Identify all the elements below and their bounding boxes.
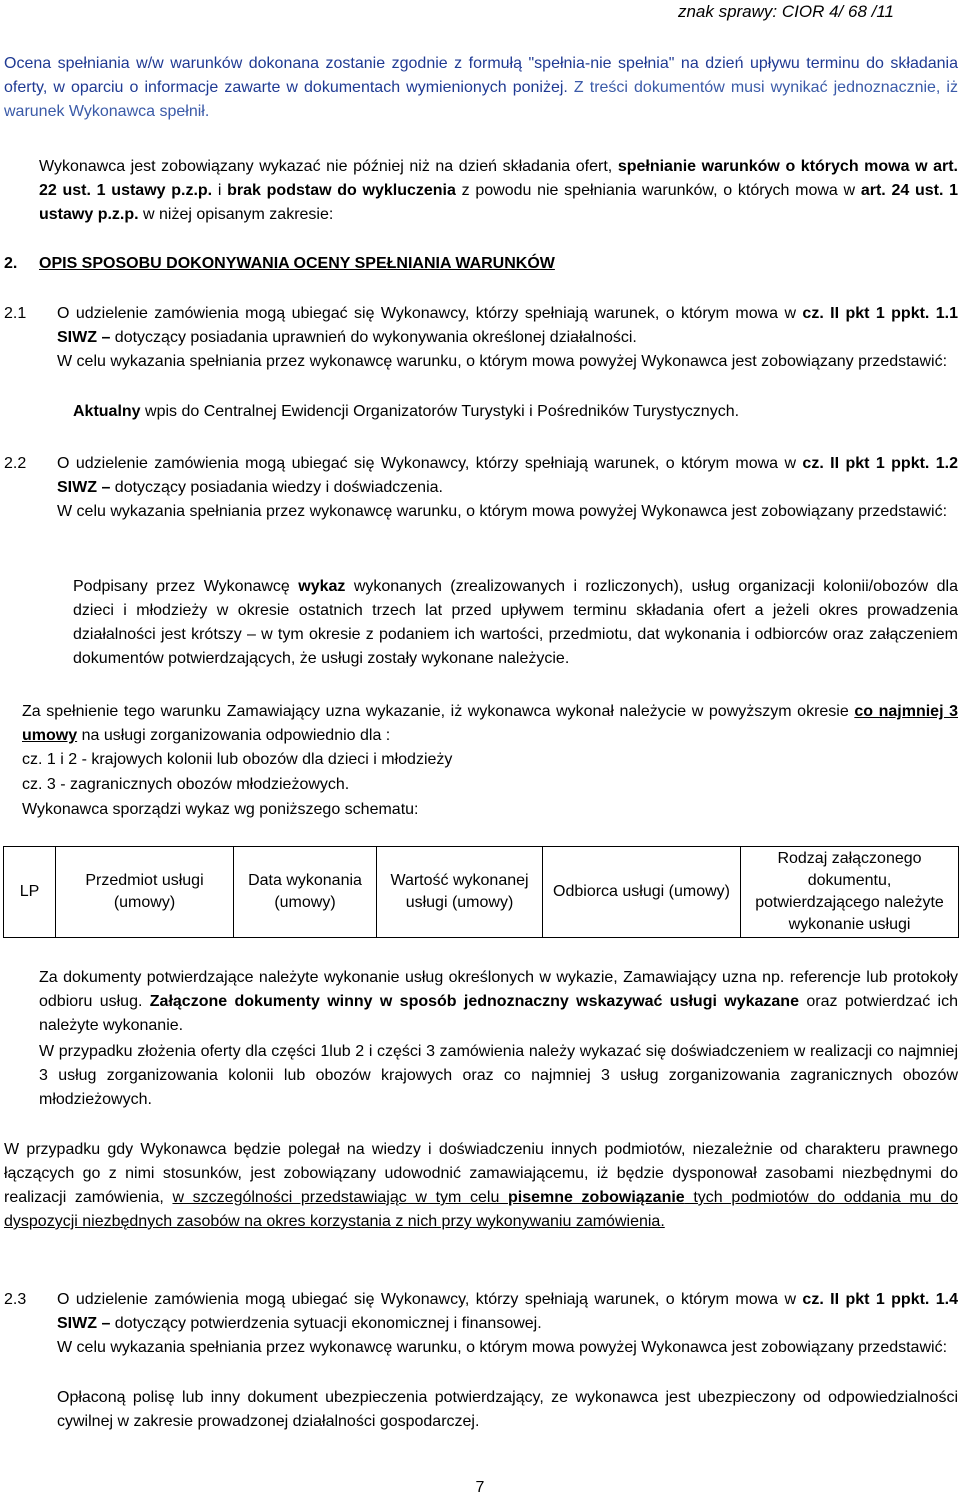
section-2-2-requirement: W celu wykazania spełniania przez wykonawcę warunku, o którym mowa powyżej Wykonawca jest zobowiązany przedstawić: [57,503,948,520]
multiple-parts-paragraph: W przypadku złożenia oferty dla części 1lub 2 i części 3 zamówienia należy wykazać się doświadczeniem w realizacji co najmniej 3 usług zorganizowania kolonii lub obozów krajowych oraz co najmniej 3 usług zorganizowania zagranicznych obozów młodzieżowych. [39,1043,958,1108]
column-header: Wartość wykonanej usługi (umowy) [377,847,543,938]
section-2-2-document: Podpisany przez Wykonawcę wykaz wykonanych (zrealizowanych i rozliczonych), usług organizacji kolonii/obozów dla dzieci i młodzieży w okresie ostatnich trzech lat przed upływem terminu składania ofert a jeżeli okres prowadzenia działalności jest krótszy – w tym okresie z podaniem ich wartości, przedmiotu, dat wykonania i odbiorców oraz załączeniem dokumentów potwierdzających, że usługi zostały wykonane należycie. [73,578,958,667]
page-number: 7 [475,1479,485,1496]
section-2-1: O udzielenie zamówienia mogą ubiegać się Wykonawcy, którzy spełniają warunek, o którym mowa w cz. II pkt 1 ppkt. 1.1 SIWZ – dotyczący posiadania uprawnień do wykonywania określonej działalności. [57,305,958,346]
section-heading: 2. OPIS SPOSOBU DOKONYWANIA OCENY SPEŁNIANIA WARUNKÓW [4,255,555,272]
section-2-1-number: 2.1 [4,305,27,322]
column-header: Odbiorca usługi (umowy) [543,847,741,938]
section-2-2-number: 2.2 [4,455,27,472]
condition-paragraph: Za spełnienie tego warunku Zamawiający uzna wykazanie, iż wykonawca wykonał należycie w powyższym okresie co najmniej 3 umowy na usługi zorganizowania odpowiednio dla : [22,703,958,744]
section-2-3: O udzielenie zamówienia mogą ubiegać się Wykonawcy, którzy spełniają warunek, o którym mowa w cz. II pkt 1 ppkt. 1.4 SIWZ – dotyczący potwierdzenia sytuacji ekonomicznej i finansowej. [57,1291,958,1332]
condition-line-3: Wykonawca sporządzi wykaz wg poniższego schematu: [22,801,419,818]
section-2-2: O udzielenie zamówienia mogą ubiegać się Wykonawcy, którzy spełniają warunek, o którym mowa w cz. II pkt 1 ppkt. 1.2 SIWZ – dotyczący posiadania wiedzy i doświadczenia. [57,455,958,496]
case-reference: znak sprawy: CIOR 4/ 68 /11 [677,2,894,21]
column-header: LP [4,847,56,938]
section-2-3-requirement: W celu wykazania spełniania przez wykonawcę warunku, o którym mowa powyżej Wykonawca jest zobowiązany przedstawić: [57,1339,948,1356]
table-header-row [4,847,959,938]
intro-paragraph: Ocena spełniania w/w warunków dokonana zostanie zgodnie z formułą "spełnia-nie spełnia" na dzień upływu terminu do składania oferty, w oparciu o informacje zawarte w dokumentach wymienionych poniżej. Z treści dokumentów musi wynikać jednoznacznie, iż warunek Wykonawca spełnił. [4,55,958,120]
section-2-1-requirement: W celu wykazania spełniania przez wykonawcę warunku, o którym mowa powyżej Wykonawca jest zobowiązany przedstawić: [57,353,948,370]
condition-line-1: cz. 1 i 2 - krajowych kolonii lub obozów dla dzieci i młodzieży [22,751,453,768]
condition-line-2: cz. 3 - zagranicznych obozów młodzieżowych. [22,776,350,793]
other-entities-paragraph: W przypadku gdy Wykonawca będzie polegał na wiedzy i doświadczeniu innych podmiotów, niezależnie od charakteru prawnego łączących go z nimi stosunków, jest zobowiązany udowodnić zamawiającemu, iż będzie dysponował zasobami niezbędnymi do realizacji zamówienia, w szczególności przedstawiając w tym celu pisemne zobowiązanie tych podmiotów do oddania mu do dyspozycji niezbędnych zasobów na okres korzystania z nich przy wykonywaniu zamówienia. [4,1141,959,1230]
column-header: Rodzaj załączonego dokumentu, potwierdzającego należyte wykonanie usługi [741,847,959,938]
column-header: Data wykonania (umowy) [234,847,377,938]
obligation-paragraph: Wykonawca jest zobowiązany wykazać nie później niż na dzień składania ofert, spełnianie warunków o których mowa w art. 22 ust. 1 ustawy p.z.p. i brak podstaw do wykluczenia z powodu nie spełniania warunków, o których mowa w art. 24 ust. 1 ustawy p.z.p. w niżej opisanym zakresie: [39,158,959,223]
services-table [3,846,959,938]
section-2-3-document: Opłaconą polisę lub inny dokument ubezpieczenia potwierdzający, ze wykonawca jest ubezpieczony od odpowiedzialności cywilnej w zakresie prowadzonej działalności gospodarczej. [57,1389,958,1430]
references-paragraph: Za dokumenty potwierdzające należyte wykonanie usług określonych w wykazie, Zamawiający uzna np. referencje lub protokoły odbioru usług. Załączone dokumenty winny w sposób jednoznaczny wskazywać usługi wykazane oraz potwierdzać ich należyte wykonanie. [39,969,958,1034]
section-2-1-document: Aktualny wpis do Centralnej Ewidencji Organizatorów Turystyki i Pośredników Turystycznych. [73,403,740,420]
column-header: Przedmiot usługi (umowy) [56,847,234,938]
section-2-3-number: 2.3 [4,1291,27,1308]
